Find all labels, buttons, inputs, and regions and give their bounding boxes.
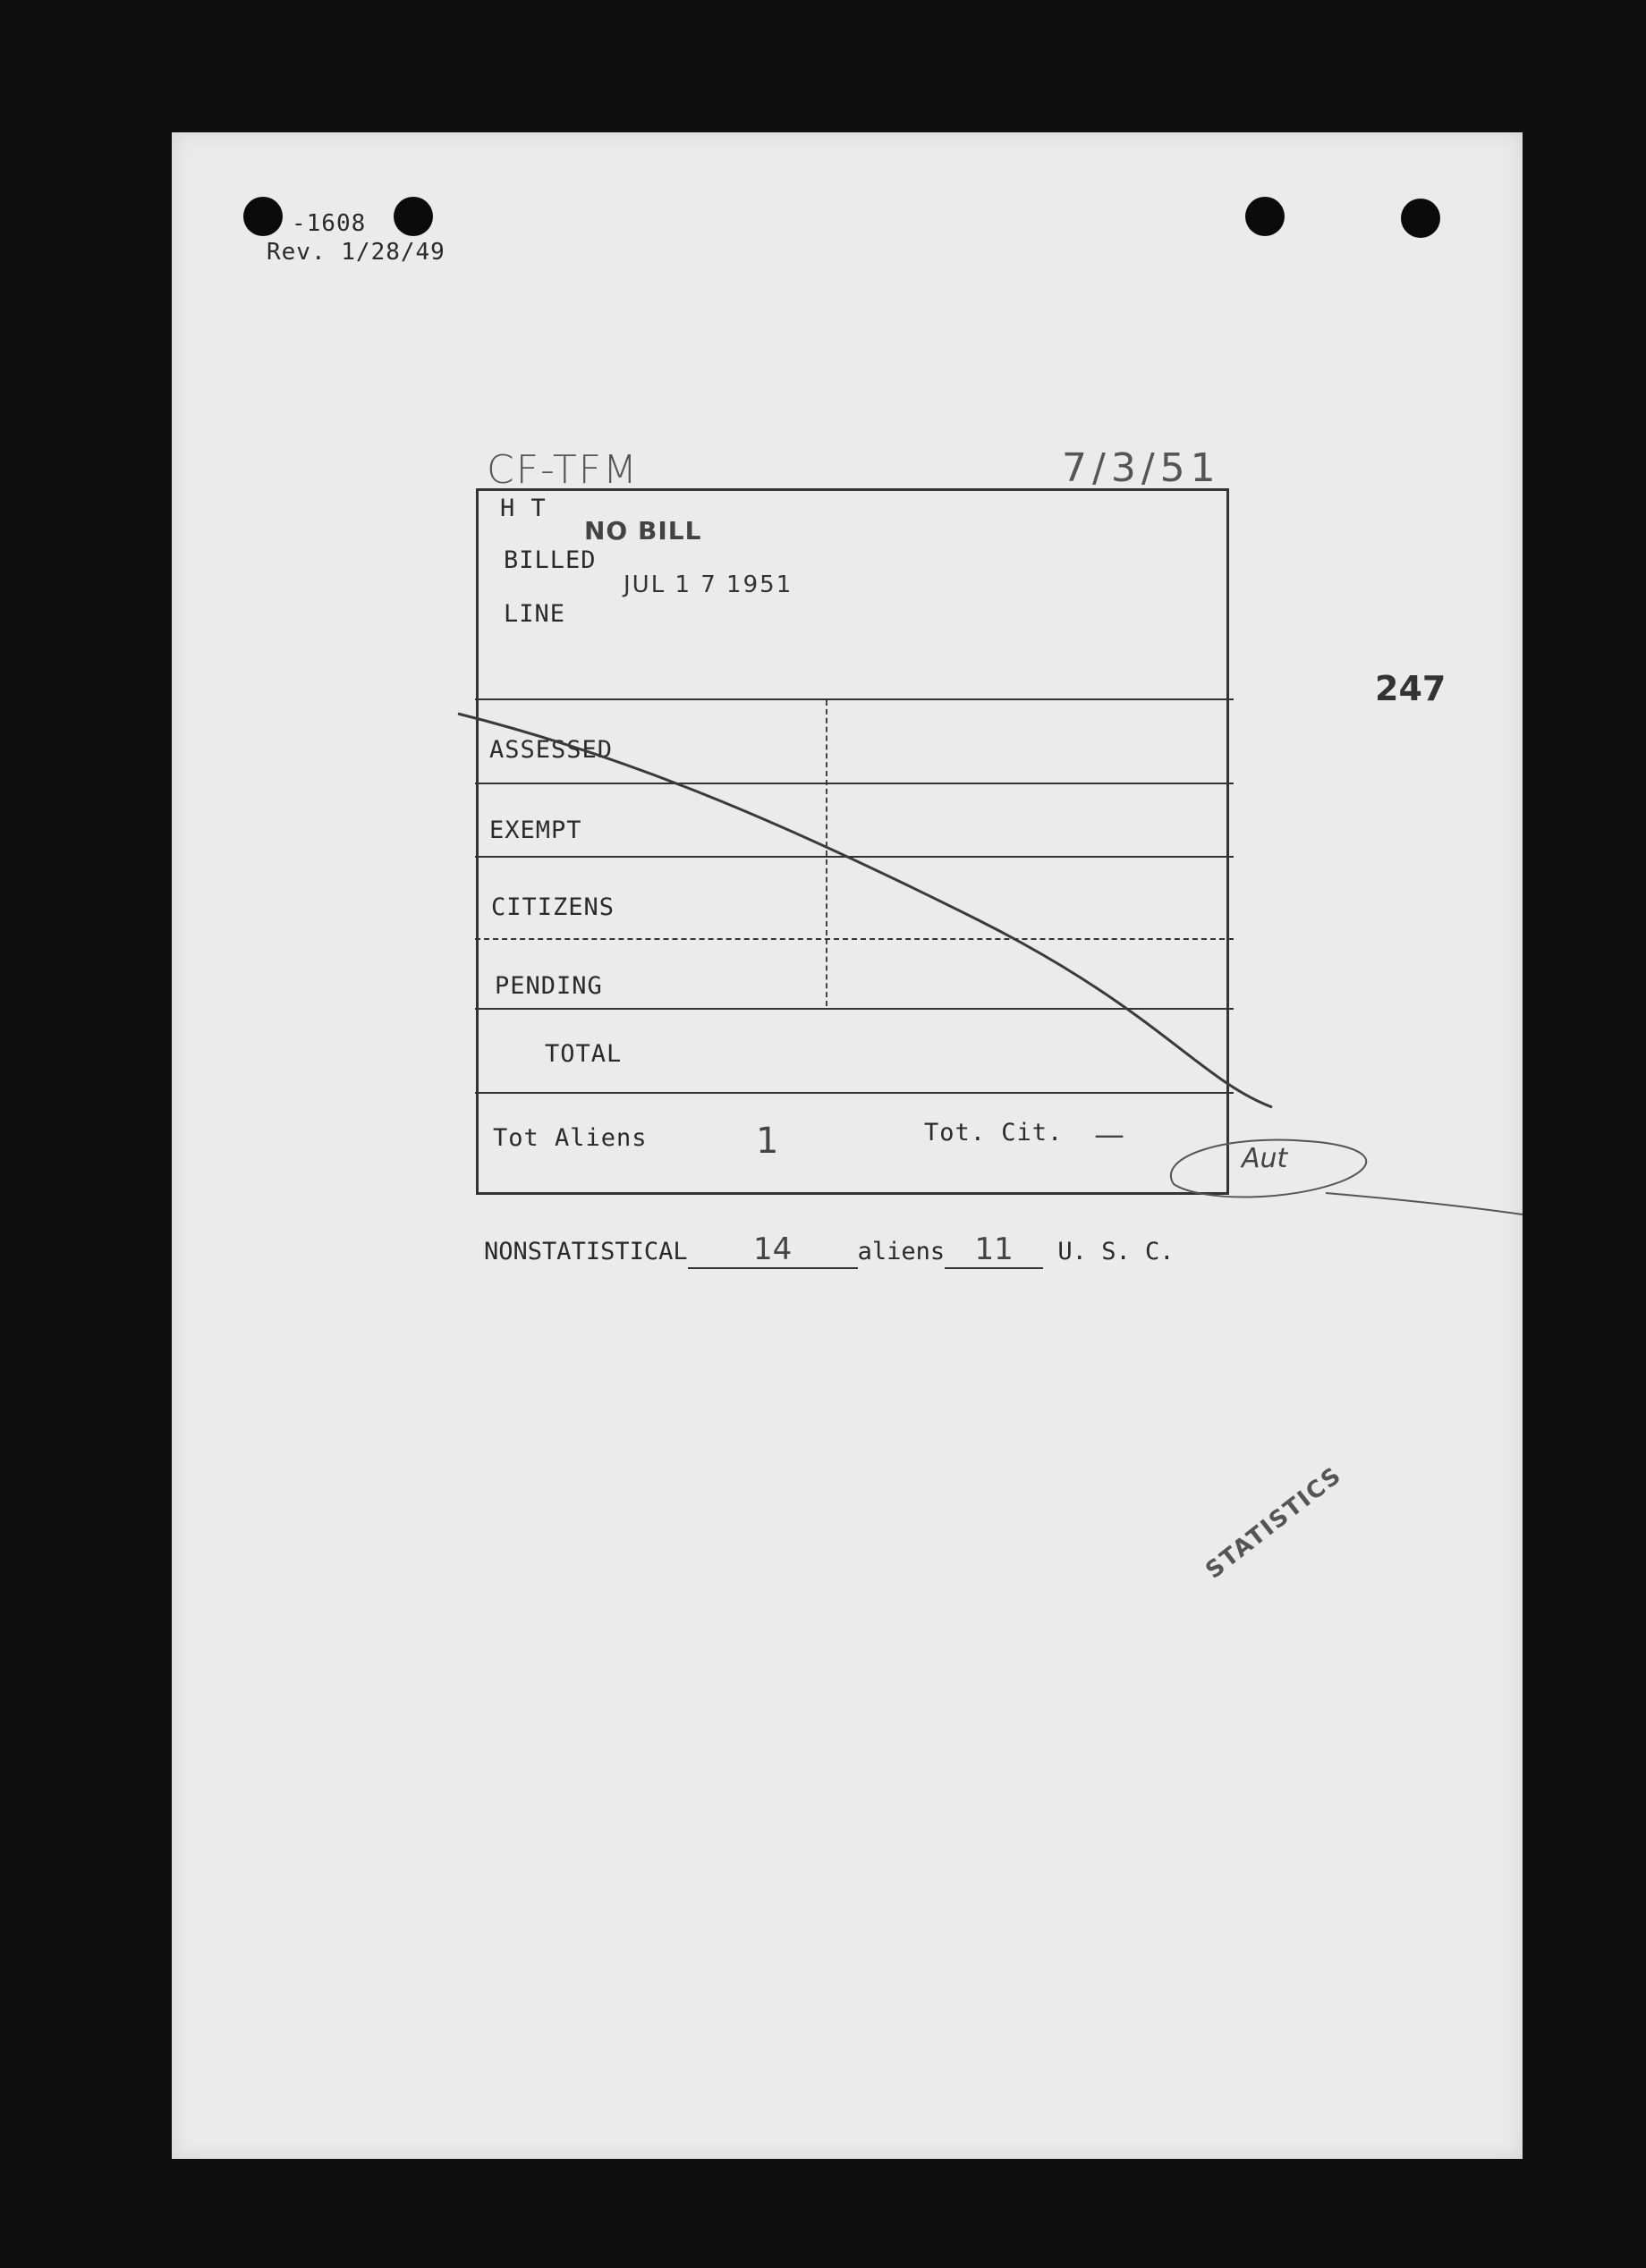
line-label: LINE bbox=[504, 600, 566, 628]
nonstatistical-label: NONSTATISTICAL bbox=[484, 1238, 688, 1265]
form-revision: Rev. 1/28/49 bbox=[267, 239, 445, 266]
document-page bbox=[172, 132, 1523, 2159]
nonstat-usc-value: 11 bbox=[974, 1231, 1014, 1267]
date-stamp: JUL 1 7 1951 bbox=[624, 571, 793, 598]
tot-aliens-label: Tot Aliens bbox=[493, 1124, 648, 1152]
nonstat-aliens-value: 14 bbox=[752, 1231, 793, 1267]
no-bill-stamp: NO BILL bbox=[584, 516, 702, 546]
page-number: 247 bbox=[1375, 669, 1447, 708]
trailing-line bbox=[1326, 1193, 1523, 1214]
form-number: -1608 bbox=[292, 210, 367, 237]
citizens-label: CITIZENS bbox=[491, 893, 615, 921]
handwritten-cf-code: CF-TFM bbox=[487, 447, 640, 493]
handwritten-marks bbox=[172, 132, 1523, 2159]
initials-loop bbox=[1171, 1139, 1366, 1197]
total-label: TOTAL bbox=[545, 1040, 623, 1068]
ht-label: H T bbox=[500, 495, 547, 522]
pending-label: PENDING bbox=[495, 972, 603, 1000]
usc-label: U. S. C. bbox=[1057, 1238, 1175, 1265]
diagonal-strike-line bbox=[458, 714, 1272, 1107]
tot-cit-value: — bbox=[1094, 1117, 1124, 1153]
initials: Aut bbox=[1242, 1143, 1288, 1174]
exempt-label: EXEMPT bbox=[489, 817, 582, 844]
tot-cit-label: Tot. Cit. bbox=[924, 1119, 1064, 1147]
billed-label: BILLED bbox=[504, 546, 597, 574]
handwritten-date: 7/3/51 bbox=[1062, 445, 1221, 491]
tot-aliens-value: 1 bbox=[756, 1121, 779, 1162]
assessed-label: ASSESSED bbox=[489, 736, 614, 764]
aliens-label: aliens bbox=[857, 1238, 946, 1265]
statistics-stamp: STATISTICS bbox=[1201, 1461, 1348, 1585]
